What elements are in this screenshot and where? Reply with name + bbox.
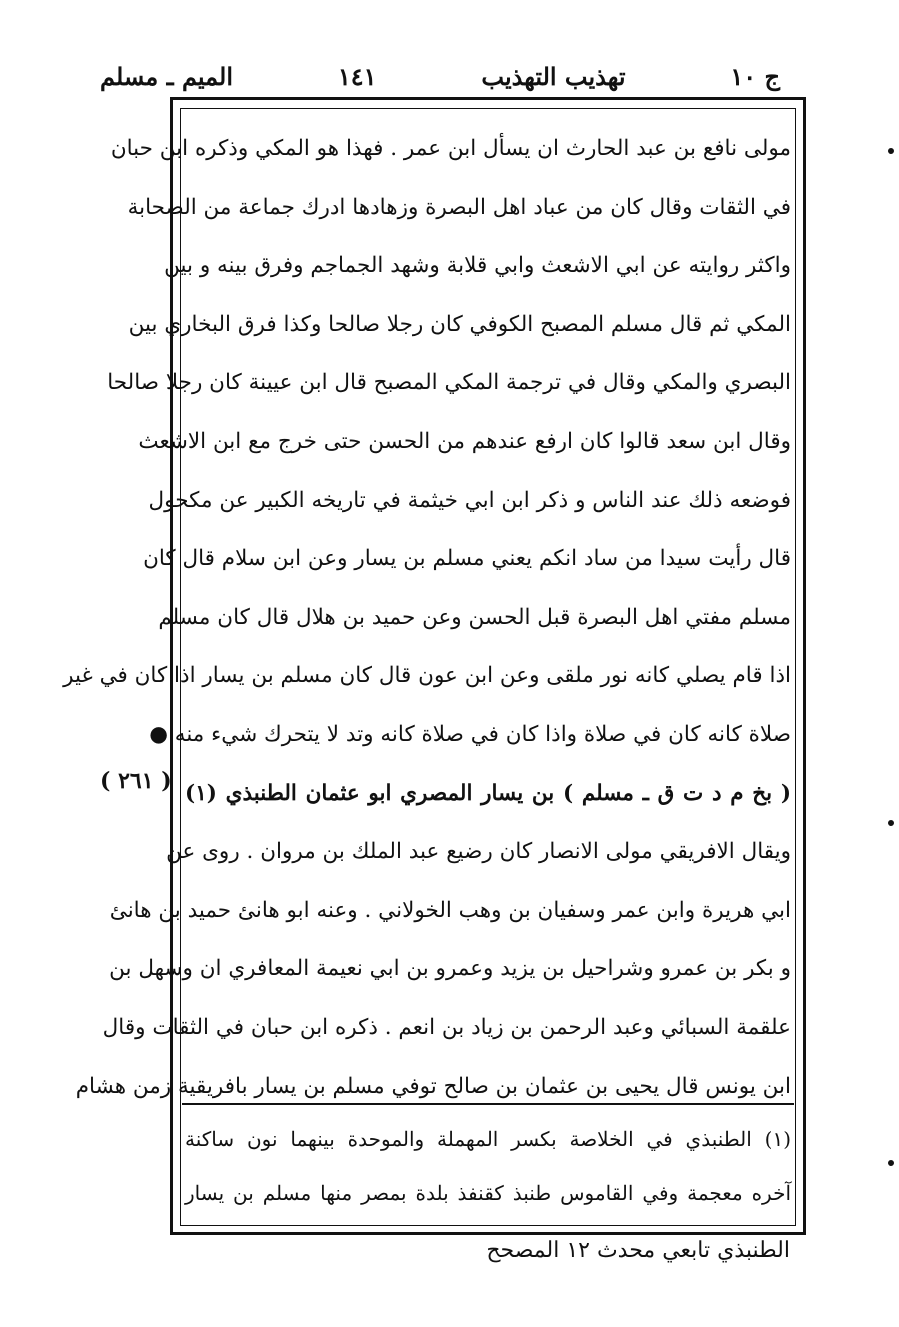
header-book-title: تهذيب التهذيب [481,61,626,91]
text-line: ويقال الافريقي مولى الانصار كان رضيع عبد الملك بن مروان . روى عن [166,839,791,865]
text-line: البصري والمكي وقال في ترجمة المكي المصبح قال ابن عيينة كان رجلا صالحا [107,370,791,396]
text-line: فوضعه ذلك عند الناس و ذكر ابن ابي خيثمة في تاريخه الكبير عن مكحول [148,487,791,513]
text-line: مولى نافع بن عبد الحارث ان يسأل ابن عمر . فهذا هو المكي وذكره ابن حبان [110,136,791,161]
text-line: اذا قام يصلي كانه نور ملقى وعن ابن عون قال كان مسلم بن يسار اذا كان في غير [63,663,791,689]
header-volume: ج ١٠ [730,61,780,91]
text-line: المكي ثم قال مسلم المصبح الكوفي كان رجلا صالحا وكذا فرق البخاري بين [128,311,791,337]
text-line: ابي هريرة وابن عمر وسفيان بن وهب الخولاني . وعنه ابو هانئ حميد بن هانئ [109,897,791,923]
margin-entry-number: ( ٢٦١ ) [100,768,172,794]
text-line: واكثر روايته عن ابي الاشعث وابي قلابة وشهد الجماجم وفرق بينه و بين [164,253,791,279]
footnote-line: (١) الطنبذي في الخلاصة بكسر المهملة والموحدة بينهما نون ساكنة [185,1127,791,1151]
header-chapter: الميم ـ مسلم [100,61,234,91]
margin-dot [888,1160,894,1166]
bottom-note: الطنبذي تابعي محدث ١٢ المصحح [486,1238,790,1263]
footnote-separator [182,1103,794,1105]
text-line: علقمة السبائي وعبد الرحمن بن زياد بن انعم . ذكره ابن حبان في الثقات وقال [102,1014,791,1040]
entry-heading-line: ( بخ م د ت ق ـ مسلم ) بن يسار المصري ابو عثمان الطنبذي (١) [185,780,791,806]
text-line: صلاة كانه كان في صلاة واذا كان في صلاة كانه وتد لا يتحرك شيء منه ● [149,721,791,747]
text-line: مسلم مفتي اهل البصرة قبل الحسن وعن حميد بن هلال قال كان مسلم [158,604,791,630]
margin-dot [888,148,894,154]
footnotes [185,1112,791,1220]
margin-dot [888,820,894,826]
text-line: في الثقات وقال كان من عباد اهل البصرة وزهادها ادرك جماعة من الصحابة [127,194,791,220]
text-line: و بكر بن عمرو وشراحيل بن يزيد وعمرو بن ابي نعيمة المعافري ان وسهل بن [109,956,791,982]
text-line: قال رأيت سيدا من ساد انكم يعني مسلم بن يسار وعن ابن سلام قال كان [143,546,791,572]
footnote-line: آخره معجمة وفي القاموس طنبذ كقنفذ بلدة بمصر منها مسلم بن يسار [185,1181,791,1205]
header-page-number: ١٤١ [337,61,377,91]
text-line: ابن يونس قال يحيى بن عثمان بن صالح توفي مسلم بن يسار بافريقية زمن هشام [75,1073,791,1099]
page-header [100,56,780,96]
text-line: وقال ابن سعد قالوا كان ارفع عندهم من الحسن حتى خرج مع ابن الاشعث [138,428,791,454]
